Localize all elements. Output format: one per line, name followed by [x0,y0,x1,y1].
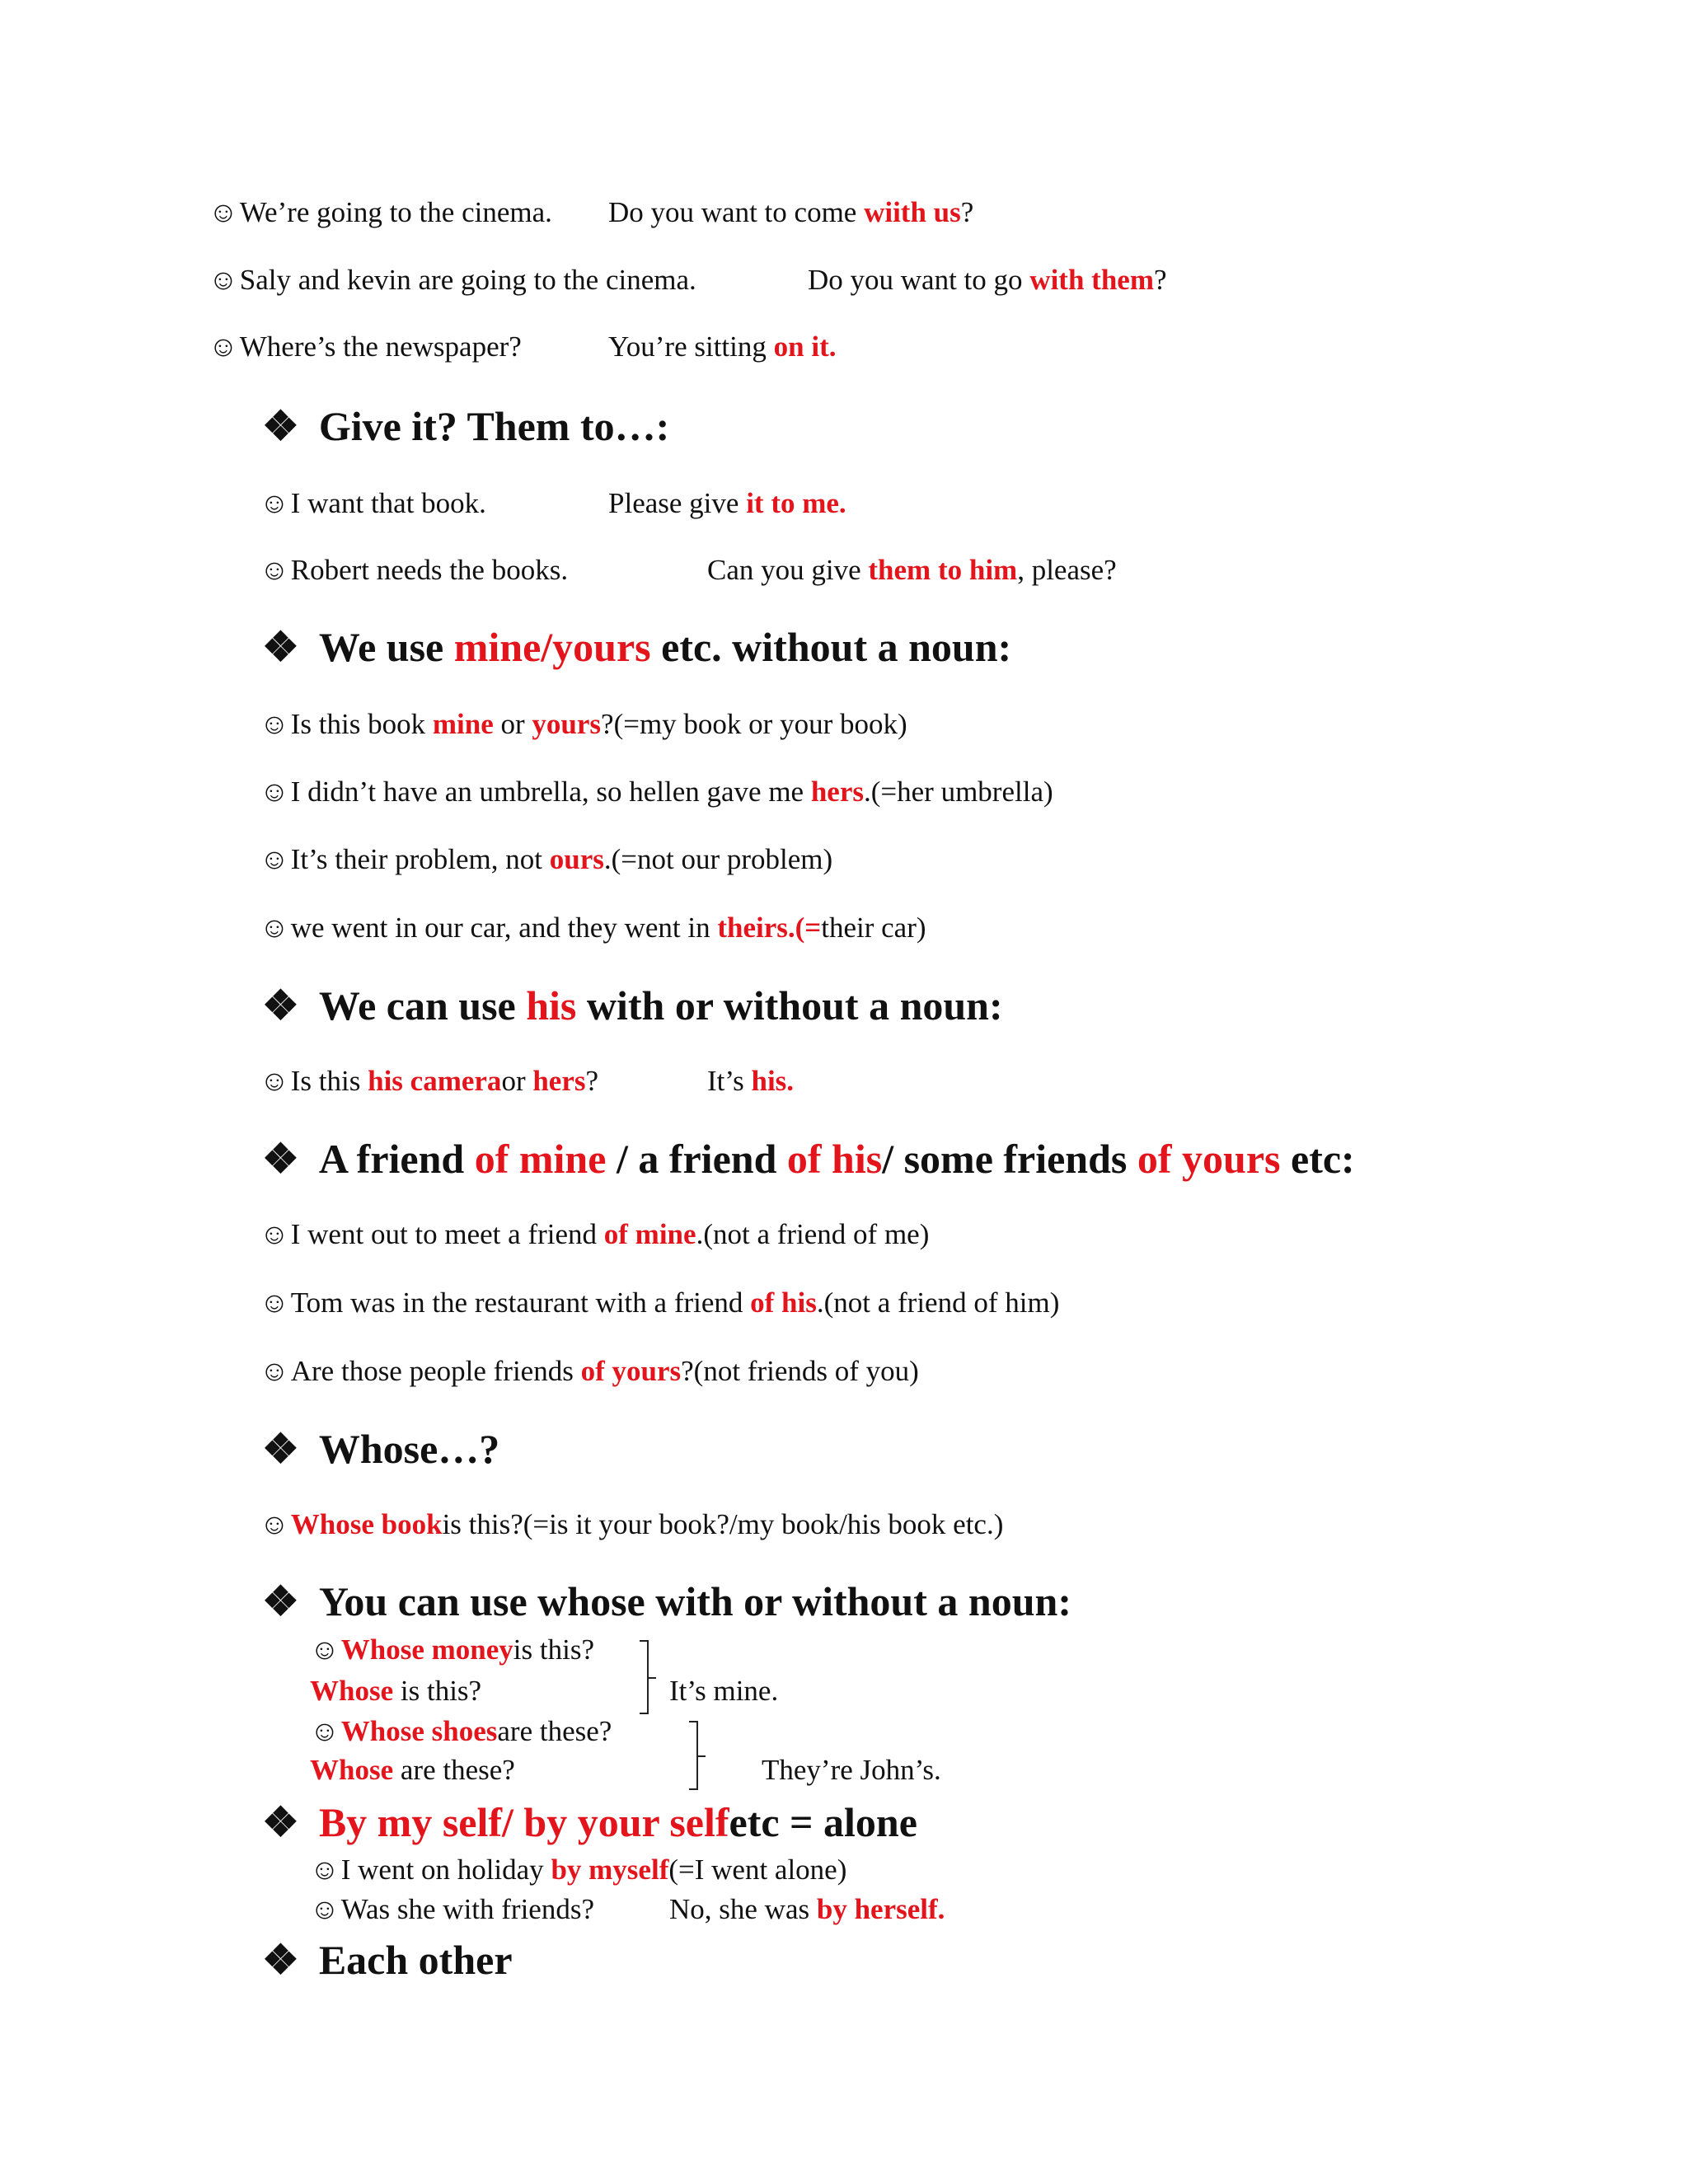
example-line [310,1714,612,1749]
example-reply [707,1064,794,1099]
smiley-icon: ☺ [260,708,289,740]
sentence: .(not a friend of me) [696,1218,930,1250]
bullet-icon: ❖ [262,1799,299,1845]
example-line [260,775,1053,809]
right-brace [689,1721,698,1790]
sentence: , please? [1017,554,1117,586]
example-reply [669,1892,945,1927]
example-line [260,1286,1059,1320]
smiley-icon: ☺ [260,1065,289,1097]
heading-highlight: of mine [474,1136,607,1182]
bullet-icon: ❖ [262,403,299,449]
sentence: is this? [513,1633,594,1666]
sentence: we went in our car, and they went in [290,912,718,944]
sentence: ?(=my book or your book) [601,708,907,740]
section-heading [262,401,669,451]
bullet-icon: ❖ [262,982,299,1029]
sentence: I went on holiday [340,1854,551,1886]
example-line [260,553,568,588]
smiley-icon: ☺ [260,1508,289,1540]
example-line [260,1217,929,1252]
highlight: Whose [310,1675,394,1707]
highlight: it to me. [746,487,846,519]
answer: It’s mine. [669,1675,779,1707]
smiley-icon: ☺ [260,1218,289,1250]
example-line [260,842,832,877]
bullet-icon: ❖ [262,1136,299,1182]
sentence: ?(not friends of you) [681,1355,919,1387]
heading-text: Whose…? [318,1426,500,1472]
highlight: on it. [773,330,837,363]
example-line [260,911,926,945]
bullet-icon: ❖ [262,1578,299,1624]
sentence: or [493,708,532,740]
highlight: hers [810,776,864,808]
smiley-icon: ☺ [310,1633,340,1666]
smiley-icon: ☺ [209,330,238,363]
smiley-icon: ☺ [260,487,289,519]
intro-line-1-reply [608,195,973,230]
sentence: It’s their problem, not [290,843,550,875]
smiley-icon: ☺ [260,843,289,875]
section-heading [262,1424,499,1474]
intro-line-2 [209,263,696,298]
highlight: them to him [868,554,1018,586]
smiley-icon: ☺ [260,1355,289,1387]
highlight: his. [751,1065,795,1097]
smiley-icon: ☺ [260,554,289,586]
smiley-icon: ☺ [260,912,289,944]
intro-line-1 [209,195,552,230]
heading-text: We can use [318,982,527,1029]
highlight: Whose book [290,1508,443,1540]
section-heading [262,1797,917,1847]
sentence: Saly and kevin are going to the cinema. [239,264,696,296]
highlight: Whose money [340,1633,513,1666]
sentence: Robert needs the books. [290,554,569,586]
intro-line-3 [209,330,522,364]
sentence: is this?(=is it your book?/my book/his book etc.) [442,1508,1004,1540]
highlight: of his [750,1286,817,1319]
highlight: by myself [551,1854,669,1886]
example-line [260,1354,919,1389]
highlight: of mine [603,1218,696,1250]
section-heading [262,622,1011,672]
heading-text: etc. without a noun: [650,624,1012,670]
example-reply [707,553,1117,588]
heading-highlight: of yours [1137,1136,1281,1182]
bullet-icon: ❖ [262,1426,299,1472]
highlight: with them [1029,264,1154,296]
heading-text: with or without a noun: [576,982,1003,1029]
example-line [310,1753,515,1788]
smiley-icon: ☺ [310,1893,340,1925]
smiley-icon: ☺ [209,196,238,228]
highlight: mine [432,708,494,740]
section-heading [262,1577,1071,1626]
sentence: Is this book [290,708,433,740]
sentence: Are those people friends [290,1355,581,1387]
highlight: Whose shoes [340,1715,498,1747]
highlight: ours [549,843,604,875]
heading-highlight: mine/yours [453,624,651,670]
sentence: Do you want to go [808,264,1030,296]
sentence: I want that book. [290,487,486,519]
smiley-icon: ☺ [310,1715,340,1747]
heading-text: etc: [1280,1136,1355,1182]
sentence: or [501,1065,533,1097]
sentence: Do you want to come [608,196,865,228]
smiley-icon: ☺ [260,1286,289,1319]
sentence: Is this [290,1065,368,1097]
section-heading [262,981,1003,1030]
heading-text: A friend [318,1136,475,1182]
heading-highlight: his [526,982,577,1029]
smiley-icon: ☺ [310,1854,340,1886]
sentence: their car) [821,912,926,944]
example-reply [608,486,846,521]
sentence: are these? [393,1754,515,1786]
highlight: yours [532,708,602,740]
heading-text: We use [318,624,454,670]
heading-text: Each other [318,1937,513,1983]
example-line [310,1674,481,1708]
highlight: Whose [310,1754,394,1786]
sentence: ? [1153,264,1167,296]
sentence: Tom was in the restaurant with a friend [290,1286,751,1319]
example-line [260,1064,598,1099]
highlight: of yours [580,1355,682,1387]
sentence: I didn’t have an umbrella, so hellen gave me [290,776,811,808]
example-line [260,707,907,742]
sentence: I went out to meet a friend [290,1218,604,1250]
section-heading [262,1134,1355,1183]
sentence: Please give [608,487,747,519]
example-line [260,1507,1003,1542]
sentence: Where’s the newspaper? [239,330,522,363]
example-line [310,1633,594,1667]
heading-text: / a friend [606,1136,787,1182]
sentence: Was she with friends? [340,1893,594,1925]
answer: They’re John’s. [762,1754,941,1786]
example-line [260,486,486,521]
sentence: .(=her umbrella) [864,776,1053,808]
sentence: It’s [707,1065,752,1097]
heading-text: Give it? Them to…: [318,403,670,449]
heading-highlight: of his [786,1136,883,1182]
bullet-icon: ❖ [262,624,299,670]
example-line [310,1892,594,1927]
section-heading [262,1935,513,1985]
highlight: his camera [368,1065,502,1097]
highlight: hers [532,1065,586,1097]
sentence: Can you give [707,554,869,586]
sentence: (=I went alone) [668,1854,847,1886]
right-brace [640,1640,649,1714]
intro-line-3-reply [608,330,837,364]
heading-text: etc = alone [729,1799,917,1845]
example-line [310,1853,846,1887]
sentence: ? [585,1065,599,1097]
smiley-icon: ☺ [209,264,238,296]
smiley-icon: ☺ [260,776,289,808]
sentence: We’re going to the cinema. [239,196,552,228]
sentence: is this? [393,1675,482,1707]
sentence: .(=not our problem) [603,843,833,875]
sentence: You’re sitting [608,330,774,363]
intro-line-2-reply [808,263,1167,298]
sentence: .(not a friend of him) [816,1286,1060,1319]
heading-text: You can use whose with or without a noun: [318,1578,1071,1624]
highlight: theirs.(= [717,912,822,944]
highlight: wiith us [864,196,961,228]
heading-text: / some friends [882,1136,1137,1182]
highlight: by herself. [816,1893,945,1925]
bullet-icon: ❖ [262,1937,299,1983]
sentence: are these? [497,1715,612,1747]
heading-highlight: By my self/ by your self [318,1799,729,1845]
sentence: ? [960,196,974,228]
sentence: No, she was [669,1893,817,1925]
